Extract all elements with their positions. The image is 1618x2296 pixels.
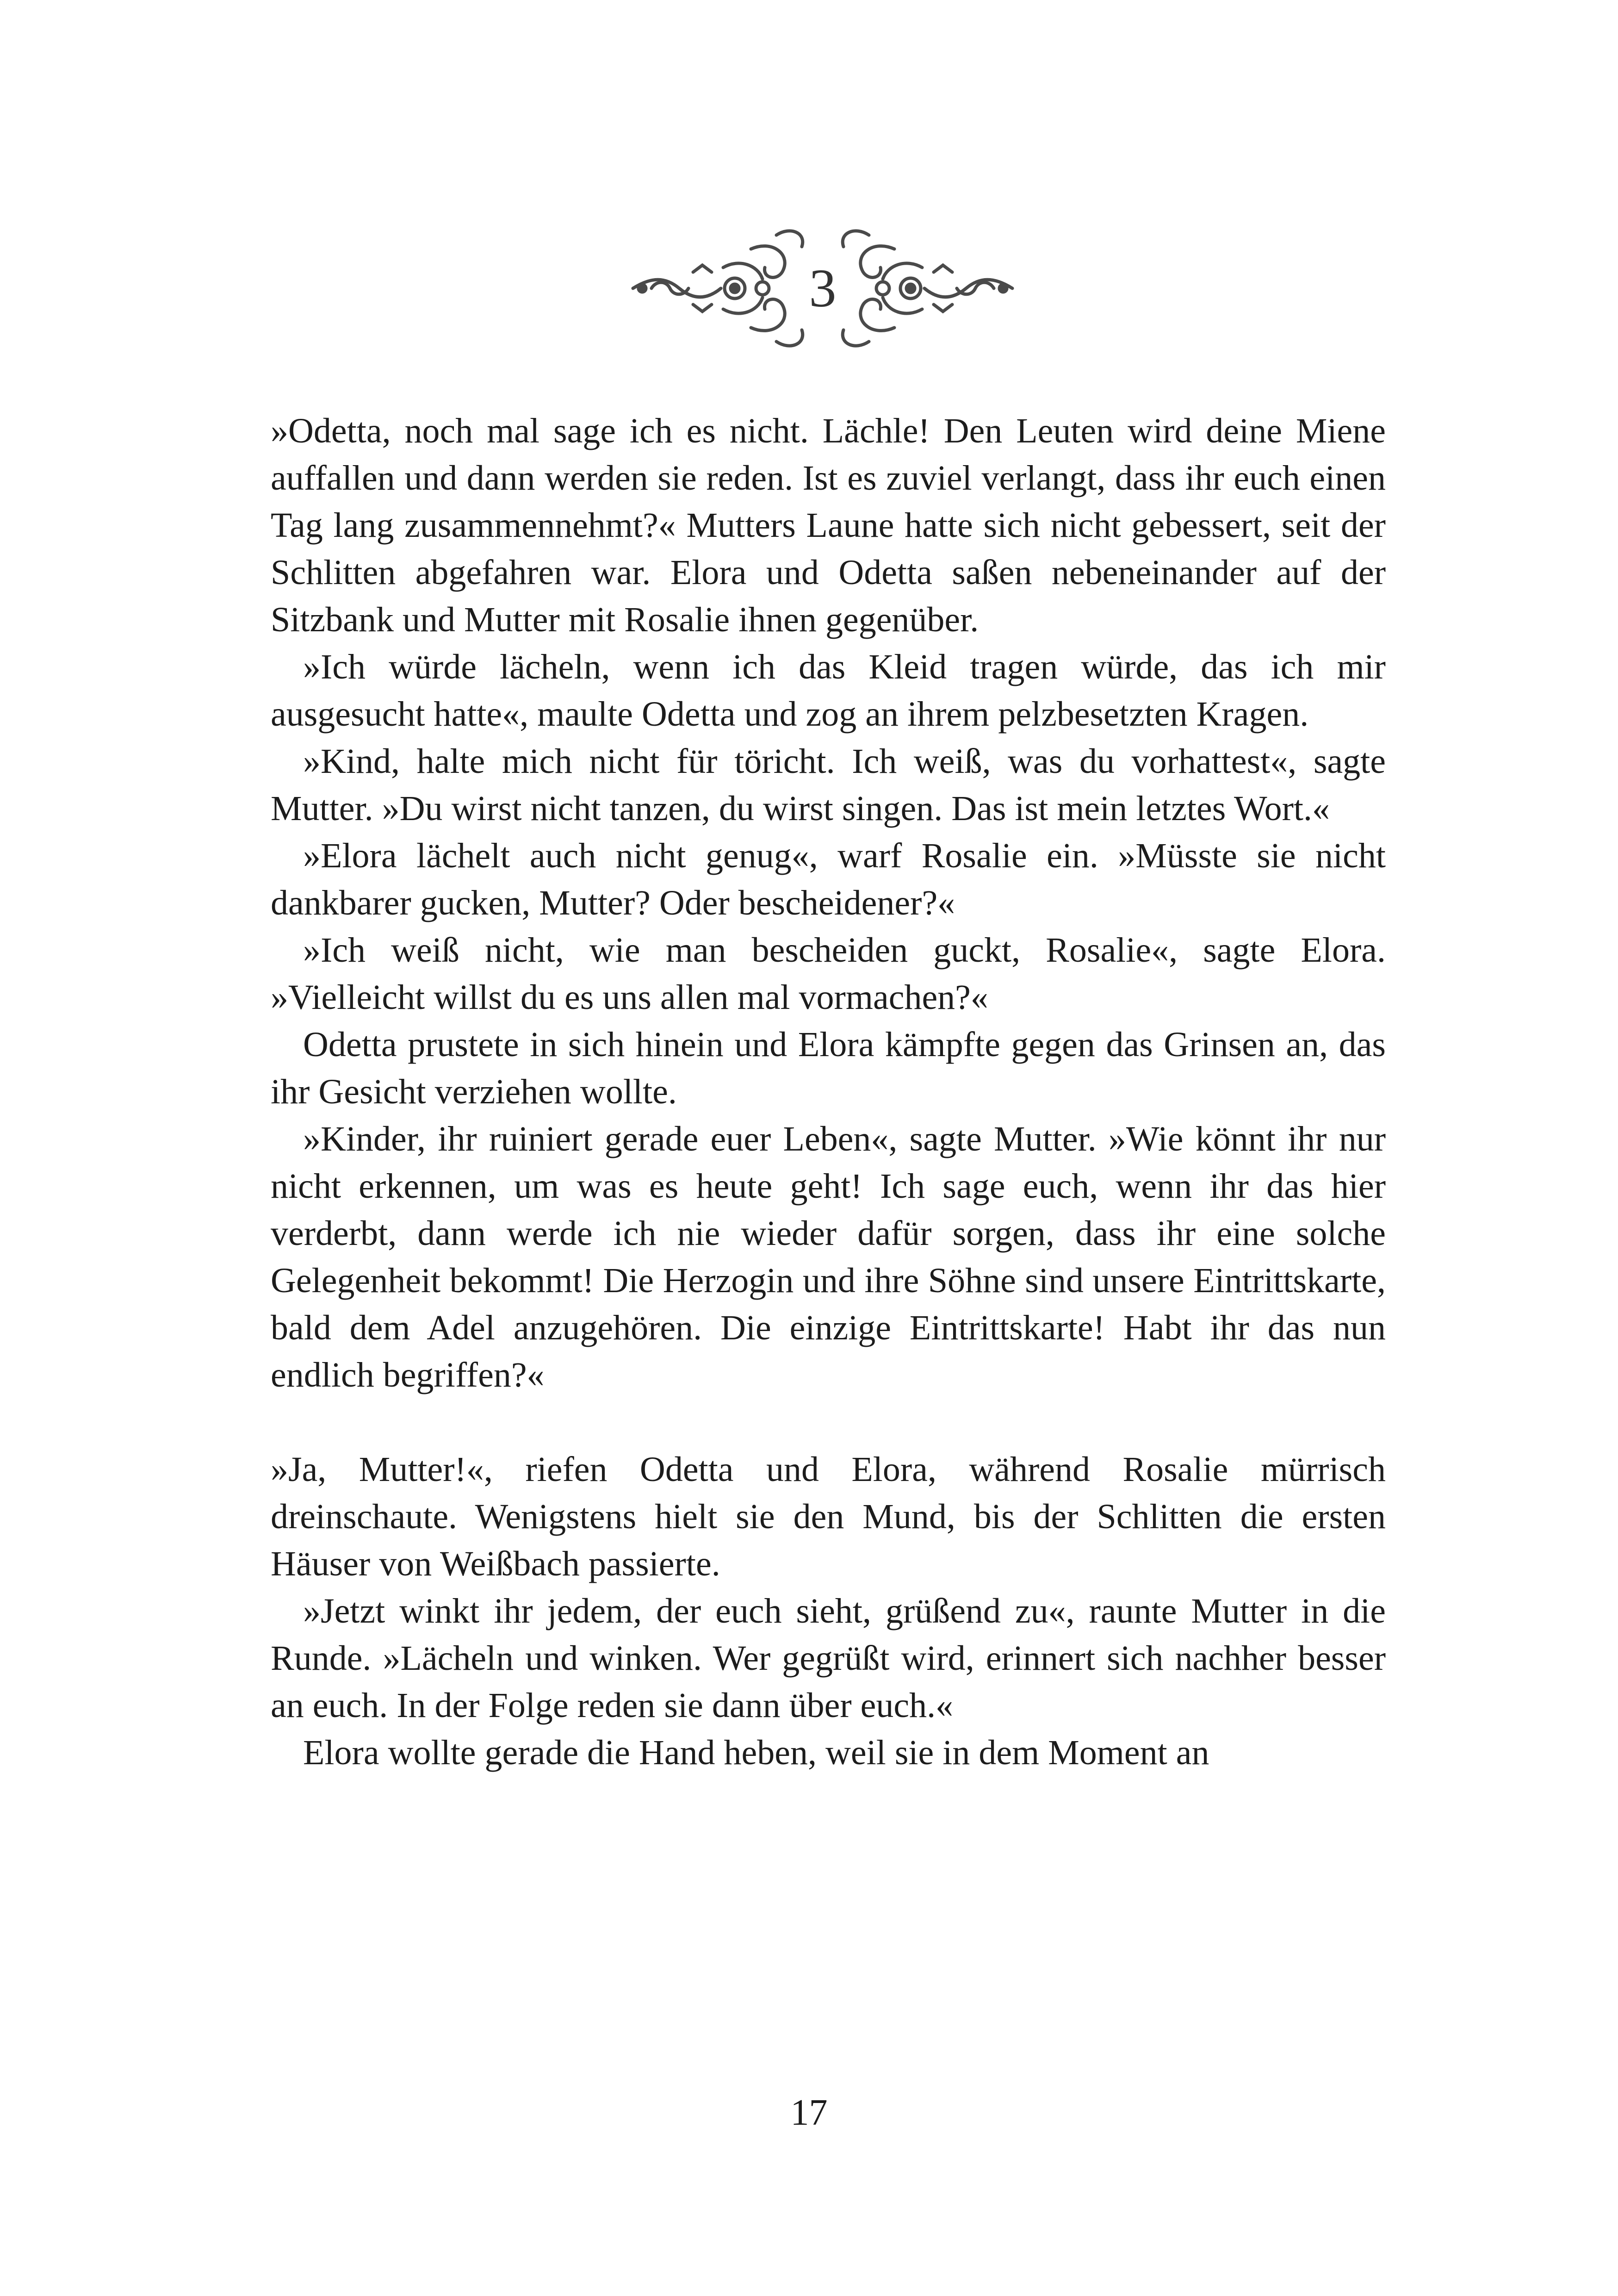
chapter-number: 3 xyxy=(809,258,837,318)
chapter-header xyxy=(624,221,1022,355)
paragraph: »Jetzt winkt ihr jedem, der euch sieht, grüßend zu«, raunte Mutter in die Runde. »Lächeln und winken. Wer gegrüßt wird, erinnert sich nachher besser an euch. In der Folge reden sie dann über euch.« xyxy=(271,1592,1386,1725)
paragraph: »Ich würde lächeln, wenn ich das Kleid tragen würde, das ich mir ausgesucht hatte«, maulte Odetta und zog an ihrem pelzbesetzten Kragen. xyxy=(271,647,1386,734)
page-number: 17 xyxy=(790,2092,828,2133)
paragraph: Elora wollte gerade die Hand heben, weil sie in dem Moment an xyxy=(303,1733,1209,1772)
paragraph: Odetta prustete in sich hinein und Elora kämpfte gegen das Grinsen an, das ihr Gesicht verziehen wollte. xyxy=(271,1025,1386,1111)
paragraph: »Ja, Mutter!«, riefen Odetta und Elora, während Rosalie mürrisch dreinschaute. Wenigstens hielt sie den Mund, bis der Schlitten die ersten Häuser von Weißbach passierte. xyxy=(271,1450,1386,1583)
paragraph: »Odetta, noch mal sage ich es nicht. Lächle! Den Leuten wird deine Miene auffallen und dann werden sie reden. Ist es zuviel verlangt, dass ihr euch einen Tag lang zusammennehmt?« Mutters Laune hatte sich nicht gebessert, seit der Schlitten abgefahren war. Elora und Odetta saßen nebeneinander auf der Sitzbank und Mutter mit Rosalie ihnen gegenüber. xyxy=(271,411,1386,639)
paragraph: »Elora lächelt auch nicht genug«, warf Rosalie ein. »Müsste sie nicht dankbarer gucken, Mutter? Oder bescheidener?« xyxy=(271,836,1386,922)
paragraph: »Kind, halte mich nicht für töricht. Ich weiß, was du vorhattest«, sagte Mutter. »Du wirst nicht tanzen, du wirst singen. Das ist mein letztes Wort.« xyxy=(271,742,1386,828)
body-text xyxy=(271,407,1386,1776)
paragraph: »Ich weiß nicht, wie man bescheiden guckt, Rosalie«, sagte Elora. »Vielleicht willst du es uns allen mal vormachen?« xyxy=(271,931,1386,1017)
paragraph: »Kinder, ihr ruiniert gerade euer Leben«, sagte Mutter. »Wie könnt ihr nur nicht erkennen, um was es heute geht! Ich sage euch, wenn ihr das hier verderbt, dann werde ich nie wieder dafür sorgen, dass ihr eine solche Gelegenheit bekommt! Die Herzogin und ihre Söhne sind unsere Eintrittskarte, bald dem Adel anzugehören. Die einzige Eintrittskarte! Habt ihr das nun endlich begriffen?« xyxy=(271,1120,1386,1394)
